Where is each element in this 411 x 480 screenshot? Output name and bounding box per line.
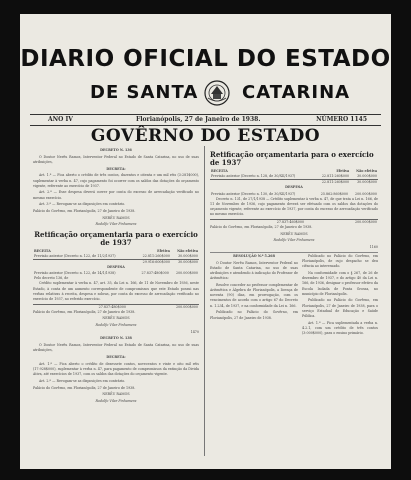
table-cell: Pelo decreto 136, de (34, 276, 69, 281)
divider (210, 252, 378, 253)
decree-138-intro: O Doutor Nerêu Ramos, Interventor Federal no Estado de Santa Catarina, no uso de suas atribuições, (33, 343, 199, 353)
rect-left-receita-table (33, 249, 199, 265)
rect-left-signature: NERÊU RAMOS (102, 316, 130, 321)
rect-right-signature-role: Rodolfo Vilar Pinhamera (273, 238, 315, 243)
resolution-block (210, 254, 378, 338)
resolution-body: Resolve conceder ao professor complementar de Aritmética e Álgebra de Florianópolis, a licença de noventa (90) dias, em prorrogação, com os vencimentos de acordo com o artigo 67 do Decreto n. 1.234, de 1937, e na conformidade da Lei n. 166. (210, 282, 298, 308)
newspaper-page (20, 14, 391, 469)
decree-138-art1: Art. 1.º — Fica aberto o crédito de dezessete contos, novecentos e vinte e oito mil réis (17:928$000), suplementar à verba n. 47, para pagamento de compromissos da extinção da Divida Ativa, até exercícios de 1937, com os saldos das dotações do orçamento vigente. (33, 361, 199, 377)
rect-left-body: Crédito suplementar à verba n. 47, art. 35, da Lei n. 166, de 11 de Novembro de 1936, neste Estado, à conta de um aumento correspondente de compromissos que este Estado possui nas verbas relativas à receita, despesa e sobras, por conta do excesso de arrecadação verificado no exercício de 1937, no referido exercício. (33, 281, 199, 301)
issue-date: Florianópolis, 27 de Janeiro de 1938. (136, 116, 261, 123)
decree-138-signature: NERÊU RAMOS (102, 392, 130, 397)
side-paragraph-4: Art. 1.º — Fica suplementada a verba n. 4.2.1, com um crédito de três contos (3:000$000), para o ensino primário. (302, 320, 378, 336)
rect-right-receita-table (210, 169, 378, 185)
masthead-subtitle-right: CATARINA (242, 82, 351, 103)
table-cell: 30.000$000 (171, 259, 199, 265)
side-paragraph-2: Na conformidade com o § 267, de 26 de dezembro de 1937, e do artigo 40 da Lei n. 166, de 1936, designar o professor efetivo da Escola Isolada de Ponta Grossa, no município de Florianópolis. (302, 270, 378, 296)
table-header: Efetiva (157, 248, 170, 253)
decree-138-decreta: DECRETA: (106, 355, 126, 360)
table-cell: 30.000$000 (357, 174, 377, 178)
right-column (210, 148, 378, 338)
decree-136-signature-role: Rodolfo Vilar Pinhamera (95, 222, 137, 227)
decree-136-place: Palácio do Govêrno, em Florianópolis, 27 de Janeiro de 1938. (33, 209, 136, 214)
issue-line (30, 114, 381, 126)
rect-left-code: 1470 (190, 329, 199, 334)
table-cell: 200.000$000 (305, 220, 378, 226)
table-cell: 30.000$000 (350, 180, 378, 186)
side-paragraph-3: Publicado no Palácio do Govêrno, em Florianópolis, 27 de Janeiro de 1938, para o serviço Estadual de Educação e Saúde Pública. (302, 298, 378, 319)
decree-136-art3: Art. 3.º — Revogam-se as disposições em contrário. (39, 202, 126, 207)
rect-left-despesa-table (33, 271, 199, 281)
table-cell: 200.000$000 (127, 304, 199, 310)
decree-138-signature-role: Rodolfo Vilar Pinhamera (95, 399, 137, 403)
table-cell: Previsão anterior (Decreto n. 122, de 11/2/1937) (34, 253, 116, 258)
table-cell: Previsão anterior (Decreto n. 130, de 30/XII/1937) (211, 191, 296, 196)
rect-left-despesa-header: DESPESA (107, 264, 125, 269)
rect-right-heading: Retificação orçamentaria para o exercício de 1937 (210, 150, 374, 167)
masthead-subtitle-left: DE SANTA (90, 82, 199, 103)
state-seal-icon (204, 80, 230, 106)
column-divider (204, 146, 205, 456)
table-cell: 22.811:260$000 (315, 180, 351, 186)
resolution-heading: RESOLUÇÃO N.º 5.268 (233, 253, 275, 258)
decree-136-decreta: DECRETA: (106, 166, 126, 171)
section-title: GOVÊRNO DO ESTADO (90, 126, 321, 146)
issue-number: NÚMERO 1145 (316, 116, 367, 123)
table-header: RECEITA (211, 169, 228, 173)
table-cell: Previsão anterior (Decreto n. 122, de 14/1/1938) (34, 271, 116, 276)
decree-138-art2: Art. 2.º — Revogam-se as disposições em contrário. (39, 378, 126, 383)
decree-136-art2: Art. 2.º — Esse despesa deverá correr por conta do excesso de arrecadação verificado no mesmo exercício. (33, 190, 199, 200)
side-paragraph-1: Publicado no Palácio do Govêrno, em Florianópolis, de cujo despacho se deu ciência ao interessado. (302, 253, 378, 269)
table-cell: 30.000$000 (178, 253, 198, 258)
issue-year: ANO IV (48, 116, 73, 123)
decree-136-heading: DECRETO N. 136 (100, 148, 132, 152)
rect-right-despesa-header: DESPESA (285, 185, 303, 189)
rect-left-place: Palácio do Govêrno, em Florianópolis, 27 de Janeiro de 1938. (33, 309, 136, 314)
table-cell: 25.862:860$000 (320, 191, 349, 196)
decree-138-place: Palácio do Govêrno, em Florianópolis, 27 de Janeiro de 1938. (33, 385, 136, 390)
rect-right-code: 1160 (369, 245, 378, 250)
table-cell: 200.000$000 (354, 191, 377, 196)
rect-left-signature-role: Rodolfo Vilar Pinhamera (95, 323, 137, 328)
rect-right-signature: NERÊU RAMOS (280, 231, 308, 236)
table-cell: Previsão anterior (Decreto n. 128, de 30/XII/1937) (211, 174, 296, 178)
decree-138-heading: DECRETO N. 138 (100, 336, 132, 341)
table-cell: 200.000$000 (175, 271, 198, 276)
table-cell: 27.837:480$000 (39, 304, 127, 310)
table-header: Não efetiva (356, 169, 377, 173)
table-cell: 22.811:260$000 (321, 174, 350, 178)
resolution-side (302, 254, 378, 338)
table-cell: 27.837:480$000 (141, 271, 169, 276)
table-header: Não efetiva (177, 248, 198, 253)
rect-left-heading: Retificação orçamentaria para o exercício de 1937 (34, 229, 198, 247)
resolution-intro: O Doutor Nerêu Ramos, Interventor Federal no Estado de Santa Catarina, no uso de suas atribuições e atendendo à indicação do Professor de Aritmética: (210, 260, 298, 281)
decree-136-signature: NERÊU RAMOS (102, 215, 130, 220)
resolution-publish: Publicado no Palácio do Govêrno, em Florianópolis, 27 de Janeiro de 1938. (210, 310, 298, 320)
table-header: RECEITA (34, 248, 51, 253)
left-column (33, 148, 199, 406)
decree-136-art1: Art. 1.º — Fica aberto o crédito de três contos, duzentos e oitenta e um mil réis (3:281$000), suplementar à verba n. 47, cujo pagamento foi ocorrer com os saldos das dotações do orçamento vigente, referente ao exercício de 1937. (33, 173, 199, 188)
resolution-main (210, 254, 298, 338)
table-cell: 22.811:260$000 (142, 253, 170, 258)
masthead-title: DIARIO OFICIAL DO ESTADO (20, 46, 391, 72)
rect-right-body: Decreto n. 131, de 27/1/1938 — Crédito suplementar à verba n. 47, de que trata a Lei n. 166, de 11 de Novembro de 1936, cujo pagamento deverá ser efetuado com os saldos das dotações do orçamento vigente, referente ao exercício de 1937, por conta do excesso de arrecadação verificado no mesmo exercício. (210, 196, 378, 217)
table-header: Efetiva (336, 169, 350, 173)
decree-136-intro: O Doutor Nerêu Ramos, Interventor Federal no Estado de Santa Catarina, no uso de suas atribuições, (33, 154, 199, 164)
table-cell: 29.916:600$000 (135, 259, 171, 265)
table-cell: 27.837:460$000 (216, 220, 305, 226)
rect-right-place: Palácio do Govêrno, em Florianópolis, 27 de Janeiro de 1938. (210, 225, 313, 230)
